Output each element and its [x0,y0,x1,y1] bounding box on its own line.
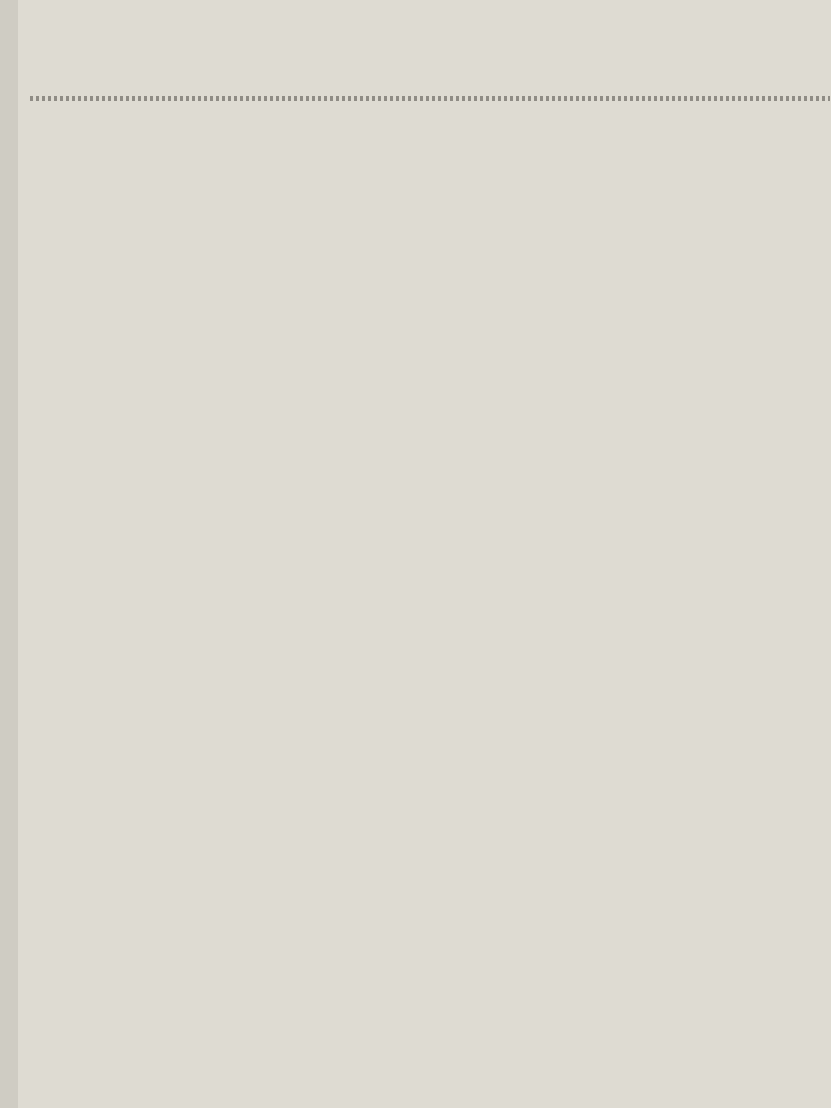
page-header [18,0,831,100]
dotted-rule [30,96,830,101]
previous-page-edge [0,0,18,1108]
contents-page [18,0,831,1108]
